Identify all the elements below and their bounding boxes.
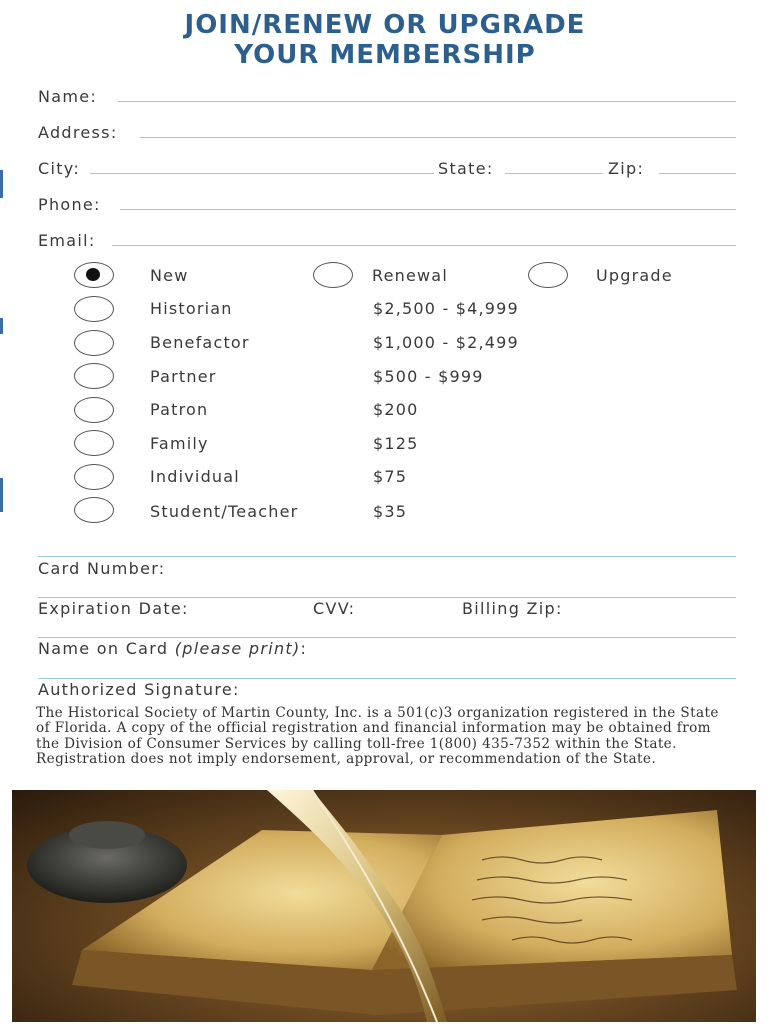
level-price: $200 xyxy=(373,400,419,419)
radio-level-historian[interactable] xyxy=(74,296,114,322)
level-price: $125 xyxy=(373,434,419,453)
card-number-label: Card Number: xyxy=(38,559,166,578)
zip-field[interactable] xyxy=(659,173,736,174)
level-name: Partner xyxy=(150,367,217,386)
name-on-card-label xyxy=(38,639,307,658)
level-name: Student/Teacher xyxy=(150,502,299,521)
radio-upgrade[interactable] xyxy=(528,262,568,288)
radio-level-benefactor[interactable] xyxy=(74,330,114,356)
state-label: State: xyxy=(438,159,494,178)
signature-field[interactable] xyxy=(38,678,736,679)
radio-level-student-teacher[interactable] xyxy=(74,497,114,523)
quill-and-book-photo xyxy=(12,790,756,1022)
level-price: $75 xyxy=(373,467,408,486)
zip-label: Zip: xyxy=(608,159,645,178)
billing-zip-label: Billing Zip: xyxy=(462,599,563,618)
radio-level-patron[interactable] xyxy=(74,397,114,423)
quill-book-illustration xyxy=(12,790,756,1022)
option-upgrade-label: Upgrade xyxy=(596,266,673,285)
name-on-card-colon: : xyxy=(300,639,308,658)
radio-level-family[interactable] xyxy=(74,430,114,456)
inkwell-lid xyxy=(69,821,145,849)
scan-edge-mark xyxy=(0,170,3,198)
radio-new[interactable] xyxy=(74,262,114,288)
radio-level-partner[interactable] xyxy=(74,363,114,389)
name-on-card-text: Name on Card xyxy=(38,639,175,658)
address-label: Address: xyxy=(38,123,118,142)
option-new-label: New xyxy=(150,266,189,285)
state-field[interactable] xyxy=(505,173,603,174)
option-renewal-label: Renewal xyxy=(372,266,448,285)
cvv-label: CVV: xyxy=(313,599,356,618)
city-label: City: xyxy=(38,159,81,178)
legal-disclaimer: The Historical Society of Martin County, Inc. is a 501(c)3 organization registered in the State of Florida. A copy of the official registration and financial information may be obtained from the Division of Consumer Services by calling toll-free 1(800) 435-7352 within the State. Registration does not imply endorsement, approval, or recommendation of the State. xyxy=(36,705,719,768)
form-title-line-1: JOIN/RENEW OR UPGRADE xyxy=(184,10,586,40)
book-right-page xyxy=(372,810,732,970)
address-field[interactable] xyxy=(140,137,736,138)
level-price: $1,000 - $2,499 xyxy=(373,333,519,352)
card-number-field[interactable] xyxy=(38,556,736,557)
name-field[interactable] xyxy=(118,101,736,102)
signature-label: Authorized Signature: xyxy=(38,680,240,699)
level-price: $500 - $999 xyxy=(373,367,484,386)
city-field[interactable] xyxy=(90,173,434,174)
level-name: Patron xyxy=(150,400,209,419)
expiration-field[interactable] xyxy=(38,597,736,598)
level-name: Family xyxy=(150,434,209,453)
name-on-card-note: (please print) xyxy=(174,639,301,658)
level-name: Individual xyxy=(150,467,240,486)
level-name: Benefactor xyxy=(150,333,250,352)
level-name: Historian xyxy=(150,299,233,318)
radio-level-individual[interactable] xyxy=(74,464,114,490)
name-on-card-field[interactable] xyxy=(38,637,736,638)
phone-field[interactable] xyxy=(120,209,736,210)
email-field[interactable] xyxy=(112,245,736,246)
email-label: Email: xyxy=(38,231,96,250)
expiration-label: Expiration Date: xyxy=(38,599,189,618)
radio-renewal[interactable] xyxy=(313,262,353,288)
scan-edge-mark xyxy=(0,318,3,334)
scan-edge-mark xyxy=(0,478,3,512)
form-title-line-2: YOUR MEMBERSHIP xyxy=(234,40,536,70)
name-label: Name: xyxy=(38,87,98,106)
phone-label: Phone: xyxy=(38,195,101,214)
level-price: $35 xyxy=(373,502,408,521)
level-price: $2,500 - $4,999 xyxy=(373,299,519,318)
